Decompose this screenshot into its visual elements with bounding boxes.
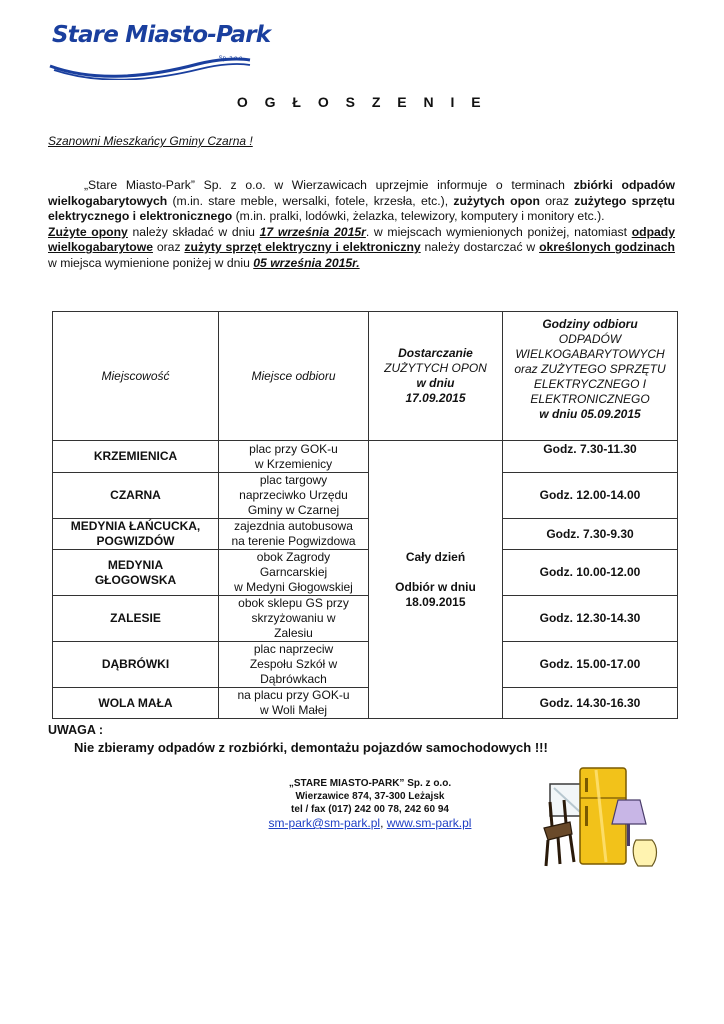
table-row (53, 441, 678, 473)
header-tyres (369, 312, 503, 441)
location-line: skrzyżowaniu w (251, 611, 336, 625)
place-line: GŁOGOWSKA (94, 572, 177, 587)
location-line: w Woli Małej (259, 703, 328, 717)
row-hours (503, 519, 678, 550)
text-segment: (m.in. pralki, lodówki, żelazka, telewizory, komputery i monitory etc.). (232, 209, 605, 224)
place-line: MEDYNIA ŁAŃCUCKA, (70, 519, 201, 533)
header-line: ELEKTRYCZNEGO I (533, 377, 647, 391)
header-line: w dniu (416, 376, 455, 390)
location-line: obok Zagrody (256, 550, 331, 564)
row-place (53, 519, 219, 550)
website-link[interactable]: www.sm-park.pl (386, 816, 472, 830)
chair-leg (570, 834, 574, 862)
logo-wordmark: Stare Miasto-Park (52, 22, 271, 48)
chair-back (564, 800, 566, 823)
warning-text: Nie zbieramy odpadów z rozbiórki, demontażu pojazdów samochodowych !!! (74, 740, 548, 755)
pickup-day-label: Odbiór w dniu (395, 579, 476, 594)
intro-paragraph-1 (48, 178, 675, 225)
header-line: w dniu 05.09.2015 (539, 407, 641, 421)
row-hours (503, 441, 678, 473)
jug-shape (633, 840, 656, 866)
header-line: ZUŻYTYCH OPON (384, 361, 487, 375)
footer-address: Wierzawice 874, 37-300 Leżajsk (295, 791, 445, 802)
header-line: oraz ZUŻYTEGO SPRZĘTU (514, 362, 666, 376)
row-place (53, 473, 219, 519)
text-segment: oraz (539, 193, 575, 208)
table-row (53, 642, 678, 688)
schedule-table (52, 311, 678, 719)
warning-label: UWAGA : (48, 723, 104, 737)
text-segment: (m.in. stare meble, wersalki, fotele, krzesła, etc.), (167, 193, 454, 208)
intro-text (48, 178, 675, 272)
location-line: Dąbrówkach (260, 672, 327, 686)
location-line: Zespołu Szkół w (249, 657, 338, 671)
company-footer (220, 777, 520, 816)
row-location (219, 441, 369, 473)
table-header-row (53, 312, 678, 441)
row-place (53, 441, 219, 473)
pickup-date: 18.09.2015 (405, 594, 466, 609)
email-link[interactable]: sm-park@sm-park.pl (268, 816, 381, 830)
place-line: KRZEMIENICA (93, 449, 178, 463)
location-line: naprzeciwko Urzędu (239, 488, 348, 502)
header-line: 17.09.2015 (405, 391, 466, 405)
text-segment: . w miejscach wymienionych poniżej, natomiast (365, 224, 632, 239)
place-line: POGWIZDÓW (96, 534, 175, 548)
text-bold-underline: opony (91, 224, 128, 239)
salutation: Szanowni Mieszkańcy Gminy Czarna ! (48, 134, 253, 148)
intro-paragraph-2 (48, 225, 675, 272)
header-hours (503, 312, 678, 441)
hours-text: Godz. 14.30-16.30 (539, 695, 641, 710)
place-line: CZARNA (110, 488, 161, 502)
row-hours (503, 642, 678, 688)
logo-subtitle: Sp. z o.o. (218, 56, 244, 62)
place-line: DĄBRÓWKI (101, 657, 170, 671)
location-line: Zalesiu (274, 626, 313, 640)
row-hours (503, 596, 678, 642)
text-segment: „Stare Miasto-Park” Sp. z o.o. w Wierzawicach uprzejmie informuje o terminach (84, 178, 574, 192)
table-row (53, 550, 678, 596)
location-line: na placu przy GOK-u (237, 688, 350, 702)
location-line: Garncarskiej (259, 565, 328, 579)
fridge-handle-bottom (585, 806, 588, 826)
footer-company: „STARE MIASTO-PARK” Sp. z o.o. (288, 778, 452, 789)
location-line: w Medyni Głogowskiej (234, 580, 353, 594)
row-location (219, 596, 369, 642)
row-place (53, 550, 219, 596)
place-line: WOLA MAŁA (98, 695, 173, 710)
location-line: Gminy w Czarnej (247, 503, 340, 517)
lamp-stand (627, 824, 630, 846)
text-date-tyres: 17 września 2015r (259, 224, 366, 239)
place-line: ZALESIE (110, 611, 161, 625)
all-day-label: Cały dzień (405, 549, 466, 564)
row-location (219, 550, 369, 596)
hours-text: Godz. 12.30-14.30 (539, 611, 641, 625)
header-line: Godziny odbioru (542, 317, 638, 331)
hours-text: Godz. 7.30-9.30 (546, 526, 634, 541)
text-bold: zużytych opon (453, 193, 540, 208)
text-bold-underline: odpady wielkogabarytowe (48, 224, 676, 255)
location-line: w Krzemienicy (254, 456, 333, 471)
row-location (219, 519, 369, 550)
hours-text: Godz. 7.30-11.30 (543, 442, 637, 456)
row-hours (503, 550, 678, 596)
header-locality (53, 312, 219, 441)
text-bold-underline: określonych godzinach (539, 240, 675, 255)
row-location (219, 642, 369, 688)
row-place (53, 596, 219, 642)
fridge-handle-top (585, 778, 588, 792)
text-bold-underline: zużyty sprzęt elektryczny i elektroniczny (184, 240, 421, 255)
row-hours (503, 688, 678, 719)
hours-text: Godz. 15.00-17.00 (539, 657, 641, 671)
header-pickup-place (219, 312, 369, 441)
footer-phone: tel / fax (017) 242 00 78, 242 60 94 (291, 804, 449, 815)
table-row (53, 688, 678, 719)
company-logo (48, 20, 271, 82)
place-line: MEDYNIA (107, 557, 164, 572)
table-row (53, 519, 678, 550)
row-location (219, 688, 369, 719)
header-line: WIELKOGABARYTOWYCH (515, 347, 665, 361)
text-bold: zużytego sprzętu elektrycznego i elektronicznego (48, 193, 675, 224)
row-location (219, 473, 369, 519)
row-hours (503, 473, 678, 519)
location-line: plac przy GOK-u (249, 441, 338, 456)
chair-back (550, 802, 552, 826)
tyres-collection-cell (369, 441, 503, 719)
footer-links (220, 816, 520, 830)
bulky-waste-illustration-icon (540, 762, 660, 872)
text-segment: oraz (152, 240, 185, 255)
text-bold-underline: Zużyte (48, 224, 92, 239)
header-line: ODPADÓW (558, 332, 622, 346)
hours-text: Godz. 10.00-12.00 (539, 565, 641, 579)
location-line: obok sklepu GS przy (238, 596, 349, 610)
location-line: plac naprzeciw (253, 642, 334, 656)
row-place (53, 642, 219, 688)
location-line: na terenie Pogwizdowa (231, 534, 356, 548)
text-segment: należy składać w dniu (127, 224, 260, 239)
table-row (53, 473, 678, 519)
text-bold: zbiórki odpadów wielkogabarytowych (48, 178, 675, 208)
text-segment: w miejsca wymienione poniżej w dniu (48, 255, 254, 270)
lamp-shade (612, 800, 646, 824)
chair-leg (558, 837, 560, 864)
link-separator: , (380, 816, 387, 830)
header-line: Dostarczanie (398, 346, 473, 360)
header-text: Miejsce odbioru (251, 368, 336, 383)
chair-leg (546, 840, 548, 866)
header-text: Miejscowość (101, 368, 170, 383)
text-segment: należy dostarczać w (420, 240, 540, 255)
table-row (53, 596, 678, 642)
text-date-bulky: 05 września 2015r. (253, 255, 360, 270)
page-title: O G Ł O S Z E N I E (236, 94, 488, 110)
location-line: zajezdnia autobusowa (234, 519, 353, 533)
row-place (53, 688, 219, 719)
hours-text: Godz. 12.00-14.00 (539, 488, 641, 502)
location-line: plac targowy (259, 473, 328, 487)
header-line: ELEKTRONICZNEGO (530, 392, 650, 406)
